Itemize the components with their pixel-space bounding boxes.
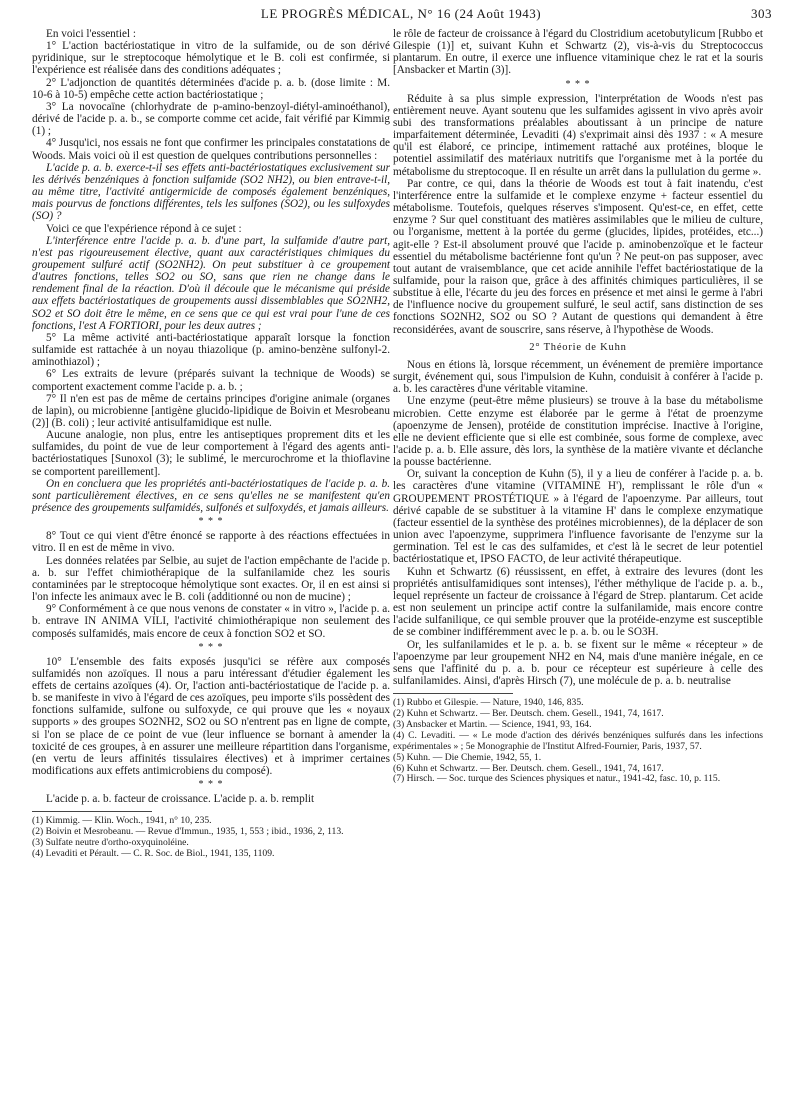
section-separator: * * * [198,516,224,528]
page-number: 303 [751,6,772,21]
paragraph: L'interférence entre l'acide p. a. b. d'une part, la sulfamide d'autre part, n'est pas rigoureusement élective, quant aux caractéristiques chimiques du groupement sulfuré actif (SO2NH2). On peut substituer à ce groupement d'autres fonctions, telles SO2 ou SO, sans que rien ne change dans le rendement final de la réaction. D'où il découle que le mécanisme qui préside aux effets bactériostatiques de groupements aussi dissemblables que SO2NH2, SO2 et SO doit être le même, en ce sens que ce qui est vrai pour l'une de ces fonctions, l'est A FORTIORI, pour les deux autres ; [32,234,390,332]
footnote: (4) C. Levaditi. — « Le mode d'action des dérivés benzéniques sulfurés dans les infections expérimentales » ; 5e Monographie de l'Institut Alfred-Fournier, Paris, 1937, 57. [393,729,763,752]
paragraph: 6° Les extraits de levure (préparés suivant la technique de Woods) se comportent exactement comme l'acide p. a. b. ; [32,368,390,393]
section-separator: * * * [565,78,591,90]
paragraph: 8° Tout ce qui vient d'être énoncé se rapporte à des réactions effectuées in vitro. Il en est de même in vivo. [32,530,390,555]
footnotes [32,816,390,860]
paragraph: Réduite à sa plus simple expression, l'interprétation de Woods n'est pas entièrement neuve. Ayant soutenu que les sulfamides agissent in vivo après avoir subi des transformations préalables aboutissant à un principe de nature imparfaitement déterminée, Levaditi (4) s'exprimait ainsi dès 1937 : « A mesure qu'il est élaboré, ce principe, intimement rattaché aux protéines, bloque le potentiel assimilatif des matériaux nutritifs que l'organisme met à la portée du métabolisme du streptocoque. Il en résulte un arrêt dans la pullulation du germe ». [393,92,763,178]
paragraph: 2° L'adjonction de quantités déterminées d'acide p. a. b. (dose limite : M. 10-6 à 10-5) empêche cette action bactériostatique ; [32,76,390,101]
left-column [32,28,390,860]
footnote: (4) Levaditi et Pérault. — C. R. Soc. de Biol., 1941, 135, 1109. [32,848,275,860]
section-separator: * * * [198,641,224,653]
paragraph: En voici l'essentiel : [46,28,136,40]
paragraph: L'acide p. a. b. exerce-t-il ses effets anti-bactériostatiques exclusivement sur les dérivés benzéniques à fonction sulfamide (SO2 NH2), ou bien entrave-t-il, au même titre, l'activité antigermicide de composés également benzéniques, mais pourvus de fonctions différentes, tels les sulfones (SO2), ou les sulfoxydes (SO) ? [32,161,390,223]
paragraph: 9° Conformément à ce que nous venons de constater « in vitro », l'acide p. a. b. entrave IN ANIMA VILI, l'activité chimiothérapique non seulement des composés sulfamidés, mais encore de ceux à fonction SO2 et SO. [32,603,390,640]
footnote-rule [32,811,152,812]
footnote: (3) Sulfate neutre d'ortho-oxyquinoléine. [32,837,189,849]
paragraph: 7° Il n'en est pas de même de certains principes d'origine animale (organes de lapin), ou microbienne [antigène glucido-lipidique de Boivin et Mesrobeanu (2)] (B. coli) ; leur activité antisulfamidique est nulle. [32,392,390,429]
footnote-rule [393,693,513,694]
paragraph: 5° La même activité anti-bactériostatique apparaît lorsque la fonction sulfamide est rattachée à un noyau thiazolique (p. amino-benzène sulfonyl-2. aminothiazol) ; [32,331,390,369]
paragraph: Par contre, ce qui, dans la théorie de Woods est tout à fait inatendu, c'est l'interférence entre la sulfamide et le complexe enzyme + facteur essentiel du métabolisme. Toutefois, quelques réserves s'imposent. Qu'est-ce, en effet, cette enzyme ? Sur quel constituant des matières assimilables que le milieu de culture, ou l'organisme, mettent à la portée du germe (glucides, lipides, protéides, etc...) agit-elle ? Est-il absolument prouvé que l'acide p. aminobenzoïque et le facteur essentiel du métabolisme bactérienne font qu'un ? Ne peut-on pas supposer, avec tout autant de vraisemblance, que cet acide annihile l'effet bactériostatique de la sulfamide, pour la raison que, grâce à des affinités chimiques particulières, il se substitue à elle, l'écarte du jeu des forces en présence et met ainsi le germe à l'abri de l'influence nocive du groupement sulfuré, le seul actif, sans distinction de ses fonctions SO2NH2, SO2 ou SO ? Autant de questions qui demandent à être reconsidérées, avant de souscrire, sans réserve, à l'hypothèse de Woods. [393,177,763,336]
footnote: (5) Kuhn. — Die Chemie, 1942, 55, 1. [393,751,542,763]
paragraph: 4° Jusqu'ici, nos essais ne font que confirmer les principales constatations de Woods. Mais voici où il est question de quelques contributions personnelles : [32,137,390,162]
paragraph: Or, les sulfanilamides et le p. a. b. se fixent sur le même « récepteur » de l'apoenzyme par leur groupement NH2 en N4, mais d'une manière inégale, en ce sens que l'affinité du p. a. b. pour ce récepteur est supérieure à celle des sulfanilamides. Ainsi, d'après Hirsch (7), une molécule de p. a. b. neutralise [393,638,763,687]
footnote: (6) Kuhn et Schwartz. — Ber. Deutsch. chem. Gesell., 1941, 74, 1617. [393,762,664,774]
footnote: (7) Hirsch. — Soc. turque des Sciences physiques et natur., 1941-42, fasc. 10, p. 115. [393,773,721,785]
footnotes [393,698,763,785]
paragraph: 3° La novocaïne (chlorhydrate de p-amino-benzoyl-diétyl-aminoéthanol), dérivé de l'acide p. a. b., se comporte comme cet acide, fait vérifié par Kimmig (1) ; [32,100,390,138]
running-header [30,6,772,26]
paragraph: L'acide p. a. b. facteur de croissance. L'acide p. a. b. remplit [46,793,315,806]
paragraph: Les données relatées par Selbie, au sujet de l'action empêchante de l'acide p. a. b. sur l'effet chimiothérapique de la sulfanilamide chez les souris contaminées par le streptocoque hémolytique sont exactes. Or, il en est ainsi si l'on infecte les animaux avec le B. coli (additionné ou non de mucine) ; [32,554,390,604]
paragraph: Aucune analogie, non plus, entre les antiseptiques proprement dits et les sulfamides, du point de vue de leur comportement à l'égard des agents anti-bactériostatiques [Sunoxol (3); le sublimé, le mercurochrome et la thioflavine se comportent pareillement]. [32,429,390,478]
paragraph: On en concluera que les propriétés anti-bactériostatiques de l'acide p. a. b. sont particulièrement électives, en ce sens qu'elles ne se manifestent qu'en présence des groupements sulfamidés, sulfonés et sulfoxydés, et jamais ailleurs. [32,477,390,515]
footnote: (2) Kuhn et Schwartz. — Ber. Deutsch. chem. Gesell., 1941, 74, 1617. [393,708,664,720]
footnote: (1) Kimmig. — Klin. Woch., 1941, n° 10, 235. [32,815,212,827]
journal-title: LE PROGRÈS MÉDICAL, N° 16 (24 Août 1943) [260,6,542,21]
right-column [393,28,763,785]
section-separator: * * * [198,779,224,791]
paragraph: 10° L'ensemble des faits exposés jusqu'ici se réfère aux composés sulfamidés non azoïques. Il nous a paru intéressant d'étudier également les effets de certains azoïques (4). Or, l'action anti-bactériostatique de l'acide p. a. b. se manifeste in vivo à l'égard de ces azoïques, peu importe s'ils possèdent des fonctions sulfamide, sulfone ou sulfoxyde, ce qui prouve que les « noyaux supports » des groupes SO2NH2, SO2 ou SO n'entrent pas en ligne de compte, si l'on se place de ce point de vue (leur influence se bornant à amender la toxicité de ces groupes, à en assurer une meilleure répartition dans l'organisme, (en vertu de leurs affinités tissulaires électives) et à imprimer certaines modifications aux effets antimicrobiens du composé). [32,655,390,778]
paragraph: le rôle de facteur de croissance à l'égard du Clostridium acetobutylicum [Rubbo et Gilespie (1)] et, suivant Kuhn et Schwartz (2), vis-à-vis du Streptococcus plantarum. En outre, il exerce une influence vitaminique chez le rat et la souris [Ansbacker et Martin (3)]. [393,28,763,77]
paragraph: 1° L'action bactériostatique in vitro de la sulfamide, ou de son dérivé pyridinique, sur le streptocoque hémolytique et le B. coli est confirmée, si l'expérience est réalisée dans des conditions adéquates ; [32,40,390,77]
paragraph: Une enzyme (peut-être même plusieurs) se trouve à la base du métabolisme microbien. Cette enzyme est élaborée par le germe à l'état de proenzyme (apoenzyme de Jensen), protéide de constitution imprécise. Inactive à l'origine, elle ne devient efficiente que si elle est combinée, sous forme de complexe, avec l'acide p. a. b. Elle assure, dès lors, la synthèse de la matière vivante et déclanche la pousse bactérienne. [393,395,763,469]
paragraph: Nous en étions là, lorsque récemment, un événement de première importance surgit, événement qui, sous l'impulsion de Kuhn, conduisit à conférer à l'acide p. a. b. les caractères d'une véritable vitamine. [393,358,763,396]
section-heading: 2° Théorie de Kuhn [529,341,627,353]
paragraph: Or, suivant la conception de Kuhn (5), il y a lieu de conférer à l'acide p. a. b. les caractères d'une vitamine (VITAMINE H'), remplissant le rôle d'un « GROUPEMENT PROSTÉTIQUE » à l'égard de l'apoenzyme. Par ailleurs, tout dérivé capable de se substituer à la vitamine H' dans le complexe enzymatique (facteur essentiel de la synthèse des protéines microbiennes), de la déplacer de son union avec l'apoenzyme, supprimera l'influence favorisante de l'enzyme sur la germination. Tel est le cas des sulfamides, et c'est là le secret de leur potentiel bactériostatique et, IPSO FACTO, de leur activité thérapeutique. [393,468,763,566]
footnote: (2) Boivin et Mesrobeanu. — Revue d'Immun., 1935, 1, 553 ; ibid., 1936, 2, 113. [32,826,344,838]
paragraph: Voici ce que l'expérience répond à ce sujet : [46,222,242,235]
footnote: (1) Rubbo et Gilespie. — Nature, 1940, 146, 835. [393,697,584,709]
footnote: (3) Ansbacker et Martin. — Science, 1941, 93, 164. [393,718,592,730]
paragraph: Kuhn et Schwartz (6) réussissent, en effet, à extraire des levures (dont les propriétés antisulfamidiques sont intenses), l'éther méthylique de l'acide p. a. b., lequel représente un facteur de croissance à l'égard de Strep. plantarum. Cet acide est non seulement un principe actif contre la sulfanilamide, mais encore contre l'acide sulfanilique, ce qui semble prouver que la protéide-enzyme est susceptible de se combiner indifféremment avec le p. a. b. ou le SO3H. [393,565,763,639]
